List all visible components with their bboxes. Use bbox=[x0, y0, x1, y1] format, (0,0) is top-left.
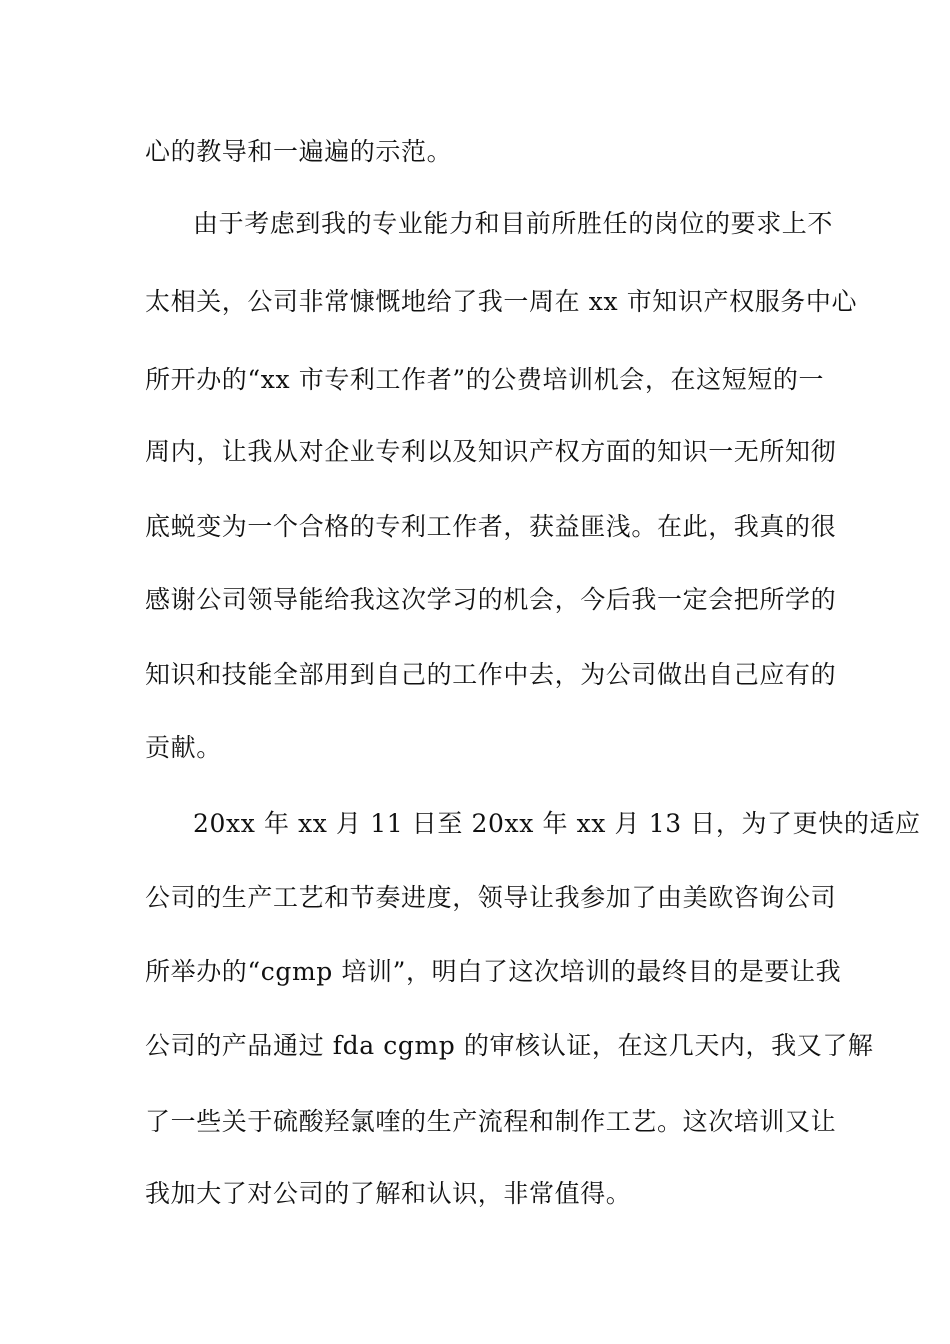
paragraph-3-line-4: 公司的产品通过 fda cgmp 的审核认证，在这几天内，我又了解 bbox=[145, 1031, 874, 1060]
paragraph-2-line-6: 感谢公司领导能给我这次学习的机会，今后我一定会把所学的 bbox=[145, 585, 837, 614]
paragraph-2-line-4: 周内，让我从对企业专利以及知识产权方面的知识一无所知彻 bbox=[145, 437, 837, 466]
paragraph-2-line-8: 贡献。 bbox=[145, 733, 222, 762]
paragraph-3-line-3: 所举办的“cgmp 培训”，明白了这次培训的最终目的是要让我 bbox=[145, 957, 842, 986]
paragraph-2-line-2: 太相关，公司非常慷慨地给了我一周在 xx 市知识产权服务中心 bbox=[145, 287, 858, 316]
paragraph-2-line-1: 由于考虑到我的专业能力和目前所胜任的岗位的要求上不 bbox=[193, 209, 834, 238]
paragraph-3-line-5: 了一些关于硫酸羟氯喹的生产流程和制作工艺。这次培训又让 bbox=[145, 1107, 837, 1136]
paragraph-3-line-6: 我加大了对公司的了解和认识，非常值得。 bbox=[145, 1179, 632, 1208]
paragraph-2-line-5: 底蜕变为一个合格的专利工作者，获益匪浅。在此，我真的很 bbox=[145, 512, 837, 541]
paragraph-3-line-2: 公司的生产工艺和节奏进度，领导让我参加了由美欧咨询公司 bbox=[145, 883, 837, 912]
paragraph-3-line-1: 20xx 年 xx 月 11 日至 20xx 年 xx 月 13 日，为了更快的适应 bbox=[193, 809, 921, 838]
paragraph-2-line-7: 知识和技能全部用到自己的工作中去，为公司做出自己应有的 bbox=[145, 660, 837, 689]
text-line-1: 心的教导和一遍遍的示范。 bbox=[145, 137, 453, 166]
paragraph-2-line-3: 所开办的“xx 市专利工作者”的公费培训机会，在这短短的一 bbox=[145, 365, 825, 394]
